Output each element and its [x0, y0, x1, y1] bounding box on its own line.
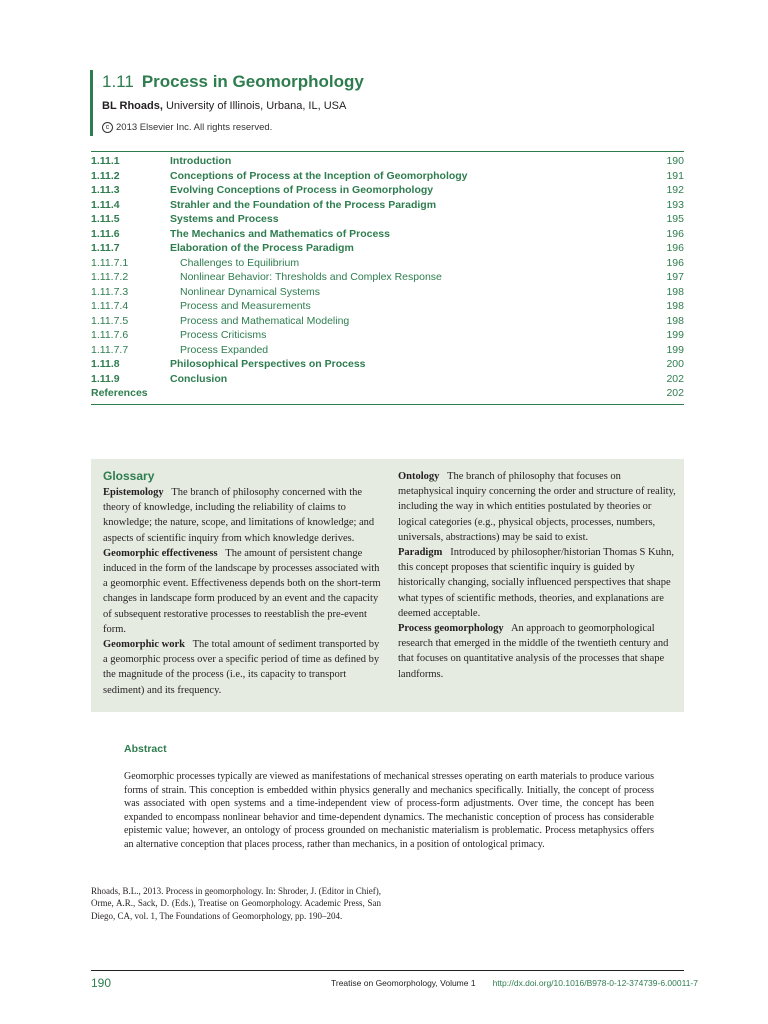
- toc-row[interactable]: [91, 183, 684, 198]
- toc-page: 197: [666, 271, 684, 283]
- toc-page: 192: [666, 184, 684, 196]
- toc-row[interactable]: [91, 285, 684, 300]
- toc-row[interactable]: [91, 372, 684, 387]
- toc-title: Elaboration of the Process Paradigm: [170, 242, 354, 254]
- glossary-definition: An approach to geomorphological research that emerged in the middle of the twentieth century and that focuses on quantitative analysis of the processes that shape landforms.: [398, 623, 669, 680]
- toc-row[interactable]: [91, 314, 684, 329]
- toc-row[interactable]: [91, 270, 684, 285]
- toc-title: Conclusion: [170, 372, 228, 385]
- toc-title: Process and Measurements: [180, 300, 311, 312]
- glossary-entry: [398, 621, 676, 682]
- header-accent-bar: [90, 70, 93, 136]
- toc-number: 1.11.7.4: [91, 300, 129, 312]
- toc-number: 1.11.7.7: [91, 343, 129, 356]
- toc-page: 191: [666, 169, 684, 182]
- toc-number: 1.11.4: [91, 198, 120, 211]
- toc-page: 190: [666, 155, 684, 167]
- glossary-definition: Introduced by philosopher/historian Thomas S Kuhn, this concept proposes that scientific inquiry is guided by historically changing, socially influenced perspectives that shape what types of scientific methods, theories, and explanations are deemed acceptable.: [398, 547, 674, 619]
- toc-number: 1.11.7: [91, 242, 120, 254]
- toc-title: Philosophical Perspectives on Process: [170, 358, 366, 370]
- glossary-entry: [103, 546, 381, 637]
- toc-row[interactable]: [91, 299, 684, 314]
- toc-page: 202: [666, 387, 684, 399]
- toc-title: Conceptions of Process at the Inception of Geomorphology: [170, 169, 468, 182]
- abstract-section: [124, 743, 654, 852]
- toc-page: 200: [666, 358, 684, 370]
- toc-page: 198: [666, 314, 684, 327]
- toc-title: Process Expanded: [180, 343, 269, 356]
- toc-number: 1.11.2: [91, 169, 120, 182]
- toc-page: 198: [666, 300, 684, 312]
- toc-title: Evolving Conceptions of Process in Geomorphology: [170, 184, 434, 196]
- toc-row[interactable]: [91, 328, 684, 343]
- toc-row[interactable]: [91, 227, 684, 242]
- toc-title: Systems and Process: [170, 213, 279, 225]
- glossary-box: [91, 459, 684, 712]
- glossary-entry: [103, 637, 381, 698]
- toc-title: Strahler and the Foundation of the Process Paradigm: [170, 198, 437, 211]
- toc-number: 1.11.7.3: [91, 285, 129, 298]
- citation-note: Rhoads, B.L., 2013. Process in geomorphology. In: Shroder, J. (Editor in Chief), Orme, A.R., Sack, D. (Eds.), Treatise on Geomorphology. Academic Press, San Diego, CA, vol. 1, The Foundations of Geomorphology, pp. 190–204.: [91, 886, 381, 921]
- toc-row[interactable]: [91, 169, 684, 184]
- toc-page: 199: [666, 329, 684, 341]
- glossary-definition: The amount of persistent change induced in the form of the landscape by processes associated with a geomorphic event. Effectiveness depends both on the short-term changes in landscape form produced by an event and the capacity of subsequent restorative processes to reestablish the pre-event form.: [103, 547, 381, 635]
- glossary-entry: [398, 545, 676, 621]
- copyright-text: 2013 Elsevier Inc. All rights reserved.: [116, 122, 273, 134]
- toc-number: 1.11.1: [91, 155, 120, 167]
- chapter-title: [102, 70, 684, 94]
- toc-row[interactable]: [91, 256, 684, 271]
- toc-number: 1.11.5: [91, 213, 120, 225]
- toc-row[interactable]: [91, 154, 684, 169]
- toc-row[interactable]: [91, 343, 684, 358]
- toc-page: 196: [666, 227, 684, 240]
- toc-number: References: [91, 387, 148, 399]
- toc-title: Process Criticisms: [180, 329, 267, 341]
- toc-number: 1.11.7.6: [91, 329, 129, 341]
- glossary-entry: [398, 469, 676, 545]
- toc-row[interactable]: [91, 386, 684, 401]
- toc-page: 199: [666, 343, 684, 356]
- chapter-header: [90, 70, 684, 133]
- toc-page: 193: [666, 198, 684, 211]
- glossary-term: Epistemology: [103, 487, 164, 498]
- glossary-term: Geomorphic work: [103, 639, 185, 651]
- toc-title: The Mechanics and Mathematics of Process: [170, 227, 390, 240]
- copyright-icon: c: [102, 122, 113, 133]
- toc-page: 195: [666, 213, 684, 225]
- glossary-heading: Glossary: [103, 469, 155, 483]
- toc-number: 1.11.9: [91, 372, 120, 385]
- glossary-term: Paradigm: [398, 547, 443, 559]
- toc-title: Nonlinear Behavior: Thresholds and Complex Response: [180, 271, 442, 283]
- toc-row[interactable]: [91, 198, 684, 213]
- toc-row[interactable]: [91, 212, 684, 227]
- toc-page: 196: [666, 242, 684, 254]
- toc-title: Challenges to Equilibrium: [180, 256, 300, 269]
- toc-number: 1.11.3: [91, 184, 120, 196]
- toc-title: Nonlinear Dynamical Systems: [180, 285, 321, 298]
- copyright-line: [102, 122, 684, 133]
- chapter-number: 1.11: [102, 72, 134, 91]
- toc-number: 1.11.7.5: [91, 314, 129, 327]
- toc-title: Introduction: [170, 155, 232, 167]
- toc-row[interactable]: [91, 241, 684, 256]
- author-line: [102, 98, 684, 114]
- glossary-term: Ontology: [398, 471, 440, 482]
- glossary-definition: The branch of philosophy that focuses on metaphysical inquiry concerning the order and structure of reality, including the way in which entities postulated by theories or logical categories (e.g., physical objects, processes, numbers, universals, abstractions) may be said to exist.: [398, 471, 676, 543]
- toc-number: 1.11.6: [91, 227, 120, 240]
- glossary-definition: The total amount of sediment transported by a geomorphic process over a specific period of time as defined by the magnitude of the process (i.e., its capacity to transport sediment) and its frequency.: [103, 639, 380, 696]
- abstract-heading: Abstract: [124, 743, 167, 755]
- glossary-term: Geomorphic effectiveness: [103, 547, 218, 559]
- glossary-definition: The branch of philosophy concerned with the theory of knowledge, including the reliability of claims to knowledge; the nature, scope, and limitations of knowledge; and aspects of scientific inquiry from which knowledge derives.: [103, 487, 375, 544]
- table-of-contents: [91, 151, 684, 405]
- abstract-body: Geomorphic processes typically are viewed as manifestations of mechanical stresses operating on earth materials to produce various forms of strain. This conception is embedded within physics generally and mechanics specifically. Initially, the concept of process was associated with open systems and a time-independent view of process-form adjustments. Over time, the concept has been expanded to encompass nonlinear behavior and time-dependent dynamics. The mechanistic conception of process has considerable epistemic value; however, an ontology of process grounded on mechanistic materialism is problematic. Process metaphysics offers an alternative conception that places process, rather than mechanics, in a position of ontological primacy.: [124, 771, 654, 850]
- footer-page-number: 190: [91, 976, 112, 990]
- toc-page: 198: [666, 285, 684, 298]
- glossary-right-column: [398, 469, 676, 682]
- toc-number: 1.11.8: [91, 358, 120, 370]
- footer-journal: Treatise on Geomorphology, Volume 1: [331, 978, 476, 988]
- author-affiliation: University of Illinois, Urbana, IL, USA: [165, 100, 347, 112]
- toc-number: 1.11.7.1: [91, 256, 129, 269]
- author-name: BL Rhoads,: [102, 100, 163, 112]
- footer-doi-link[interactable]: http://dx.doi.org/10.1016/B978-0-12-374739-6.00011-7: [492, 978, 698, 988]
- toc-page: 202: [666, 372, 684, 385]
- toc-row[interactable]: [91, 357, 684, 372]
- glossary-entry: [103, 485, 381, 546]
- chapter-title-text: Process in Geomorphology: [141, 72, 364, 91]
- toc-title: Process and Mathematical Modeling: [180, 314, 350, 327]
- toc-page: 196: [666, 256, 684, 269]
- glossary-left-column: [103, 468, 381, 698]
- toc-number: 1.11.7.2: [91, 271, 129, 283]
- page-footer: [91, 970, 698, 990]
- glossary-term: Process geomorphology: [398, 623, 504, 635]
